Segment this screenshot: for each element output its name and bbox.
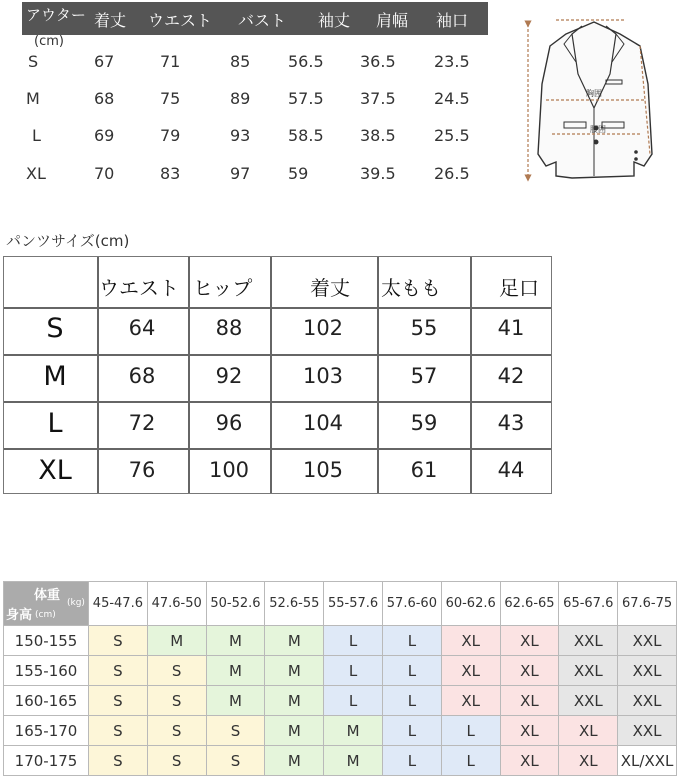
outer-cell: 37.5	[360, 89, 396, 108]
pants-divider	[377, 257, 379, 493]
pants-cell: 68	[128, 364, 156, 388]
outer-cell: 57.5	[288, 89, 324, 108]
pants-header-hem: 足口	[499, 276, 539, 300]
outer-cell: 85	[230, 52, 251, 71]
pants-cell: 41	[497, 316, 525, 340]
pants-cell: 43	[497, 411, 525, 435]
weight-range-header: 47.6-50	[147, 582, 206, 626]
size-cell: XL	[500, 626, 559, 656]
weight-unit: (kg)	[67, 598, 85, 608]
weight-range-header: 60-62.6	[441, 582, 500, 626]
outer-cell: 23.5	[434, 52, 470, 71]
size-chart-row	[4, 656, 677, 686]
size-cell: S	[206, 716, 265, 746]
size-cell: M	[265, 626, 324, 656]
weight-range-header: 57.6-60	[382, 582, 441, 626]
outer-size-label: M	[26, 89, 40, 108]
size-cell: S	[147, 686, 206, 716]
outer-cell: 69	[94, 126, 115, 145]
height-range-label: 150-155	[4, 626, 89, 656]
pants-cell: 44	[497, 458, 525, 482]
size-cell: XXL	[618, 656, 677, 686]
pants-size-label: L	[47, 408, 63, 439]
outer-size-label: L	[32, 126, 41, 145]
pants-divider	[470, 257, 472, 493]
size-cell: L	[382, 626, 441, 656]
weight-range-header: 52.6-55	[265, 582, 324, 626]
pants-cell: 105	[302, 458, 344, 482]
size-chart-corner	[4, 582, 89, 626]
outer-cell: 83	[160, 164, 181, 183]
size-chart-header-row	[4, 582, 677, 626]
weight-range-header: 62.6-65	[500, 582, 559, 626]
outer-header-length: 着丈	[94, 11, 127, 30]
size-cell: L	[382, 746, 441, 776]
pants-cell: 57	[410, 364, 438, 388]
size-chart-table	[3, 581, 677, 776]
size-cell: XXL	[559, 626, 618, 656]
outer-cell: 71	[160, 52, 181, 71]
pants-cell: 55	[410, 316, 438, 340]
outer-header-shoulder: 肩幅	[376, 11, 409, 30]
pants-size-label: M	[43, 361, 67, 392]
outer-cell: 38.5	[360, 126, 396, 145]
pants-size-table	[3, 256, 552, 494]
pants-title: パンツサイズ(cm)	[6, 232, 130, 250]
size-cell: XXL	[618, 716, 677, 746]
size-cell: XXL	[559, 686, 618, 716]
size-cell: M	[206, 686, 265, 716]
size-chart-row	[4, 716, 677, 746]
size-cell: L	[324, 626, 383, 656]
pants-cell: 104	[302, 411, 344, 435]
height-range-label: 160-165	[4, 686, 89, 716]
pants-cell: 59	[410, 411, 438, 435]
pants-cell: 102	[302, 316, 344, 340]
weight-range-header: 50-52.6	[206, 582, 265, 626]
size-cell: S	[147, 716, 206, 746]
size-cell: S	[89, 686, 148, 716]
size-cell: XL	[500, 686, 559, 716]
pants-size-label: XL	[38, 455, 72, 486]
outer-cell: 26.5	[434, 164, 470, 183]
size-cell: XXL	[559, 656, 618, 686]
size-cell: M	[265, 746, 324, 776]
size-cell: L	[324, 656, 383, 686]
pants-cell: 64	[128, 316, 156, 340]
size-cell: S	[147, 656, 206, 686]
outer-cell: 97	[230, 164, 251, 183]
outer-cell: 36.5	[360, 52, 396, 71]
outer-cell: 75	[160, 89, 181, 108]
pants-header-waist: ウエスト	[99, 276, 179, 300]
size-cell: M	[324, 746, 383, 776]
pants-cell: 42	[497, 364, 525, 388]
size-cell: L	[382, 686, 441, 716]
outer-cell: 89	[230, 89, 251, 108]
pants-header-hip: ヒップ	[193, 276, 253, 300]
weight-range-header: 65-67.6	[559, 582, 618, 626]
outer-cell: 67	[94, 52, 115, 71]
pants-cell: 103	[302, 364, 344, 388]
outer-cell: 79	[160, 126, 181, 145]
size-cell: M	[324, 716, 383, 746]
waist-label: 腰囲	[590, 125, 606, 134]
outer-header-sleeve: 袖丈	[318, 11, 351, 30]
size-cell: XXL	[618, 686, 677, 716]
size-chart-row	[4, 686, 677, 716]
pants-size-label: S	[46, 313, 64, 344]
outer-header-cuff: 袖口	[436, 11, 469, 30]
size-cell: S	[147, 746, 206, 776]
pants-cell: 72	[128, 411, 156, 435]
height-range-label: 170-175	[4, 746, 89, 776]
size-cell: XL/XXL	[618, 746, 677, 776]
size-cell: XL	[559, 746, 618, 776]
outer-cell: 58.5	[288, 126, 324, 145]
pants-header-length: 着丈	[310, 276, 350, 300]
height-range-label: 165-170	[4, 716, 89, 746]
pants-cell: 61	[410, 458, 438, 482]
pants-divider	[188, 257, 190, 493]
weight-range-header: 45-47.6	[89, 582, 148, 626]
outer-cell: 59	[288, 164, 309, 183]
size-cell: S	[206, 746, 265, 776]
jacket-icon	[516, 4, 678, 212]
size-cell: XL	[441, 656, 500, 686]
size-cell: XL	[441, 686, 500, 716]
size-cell: XL	[500, 716, 559, 746]
size-cell: S	[89, 656, 148, 686]
pants-cell: 100	[208, 458, 250, 482]
height-unit: (cm)	[35, 610, 56, 620]
outer-cell: 56.5	[288, 52, 324, 71]
size-cell: L	[382, 656, 441, 686]
outer-corner-label: アウター	[26, 6, 86, 24]
height-range-label: 155-160	[4, 656, 89, 686]
size-recommendation-chart	[3, 581, 676, 773]
outer-size-label: XL	[26, 164, 46, 183]
size-cell: S	[89, 716, 148, 746]
weight-range-header: 67.6-75	[618, 582, 677, 626]
outer-cell: 68	[94, 89, 115, 108]
outer-cell: 24.5	[434, 89, 470, 108]
size-cell: L	[441, 746, 500, 776]
pants-divider	[4, 448, 551, 450]
size-chart-row	[4, 746, 677, 776]
outer-size-label: S	[28, 52, 39, 71]
outer-cell: 25.5	[434, 126, 470, 145]
size-cell: S	[89, 626, 148, 656]
outer-cell: 39.5	[360, 164, 396, 183]
outer-header-bust: バスト	[238, 11, 287, 30]
pants-divider	[4, 307, 551, 309]
size-cell: XL	[559, 716, 618, 746]
size-cell: M	[206, 626, 265, 656]
pants-cell: 76	[128, 458, 156, 482]
pants-divider	[270, 257, 272, 493]
height-label: 身高	[6, 608, 33, 623]
size-cell: S	[89, 746, 148, 776]
weight-range-header: 55-57.6	[324, 582, 383, 626]
pants-header-thigh: 太もも	[381, 276, 441, 300]
outer-header-waist: ウエスト	[148, 11, 213, 30]
size-chart-row	[4, 626, 677, 656]
size-cell: M	[206, 656, 265, 686]
outer-cell: 93	[230, 126, 251, 145]
size-cell: XL	[500, 656, 559, 686]
outer-size-table	[0, 0, 500, 200]
size-cell: XXL	[618, 626, 677, 656]
pants-divider	[4, 401, 551, 403]
size-cell: L	[324, 686, 383, 716]
jacket-measurement-diagram	[516, 4, 678, 212]
size-cell: L	[441, 716, 500, 746]
pants-cell: 96	[215, 411, 243, 435]
size-cell: M	[265, 716, 324, 746]
weight-label: 体重	[34, 588, 61, 603]
size-cell: M	[265, 656, 324, 686]
pants-divider	[4, 354, 551, 356]
pants-cell: 92	[215, 364, 243, 388]
outer-cell: 70	[94, 164, 115, 183]
size-cell: XL	[441, 626, 500, 656]
pants-cell: 88	[215, 316, 243, 340]
size-cell: L	[382, 716, 441, 746]
outer-unit-label: (cm)	[34, 34, 64, 49]
size-cell: XL	[500, 746, 559, 776]
chest-label: 胸囲	[586, 89, 602, 98]
size-cell: M	[265, 686, 324, 716]
size-cell: M	[147, 626, 206, 656]
